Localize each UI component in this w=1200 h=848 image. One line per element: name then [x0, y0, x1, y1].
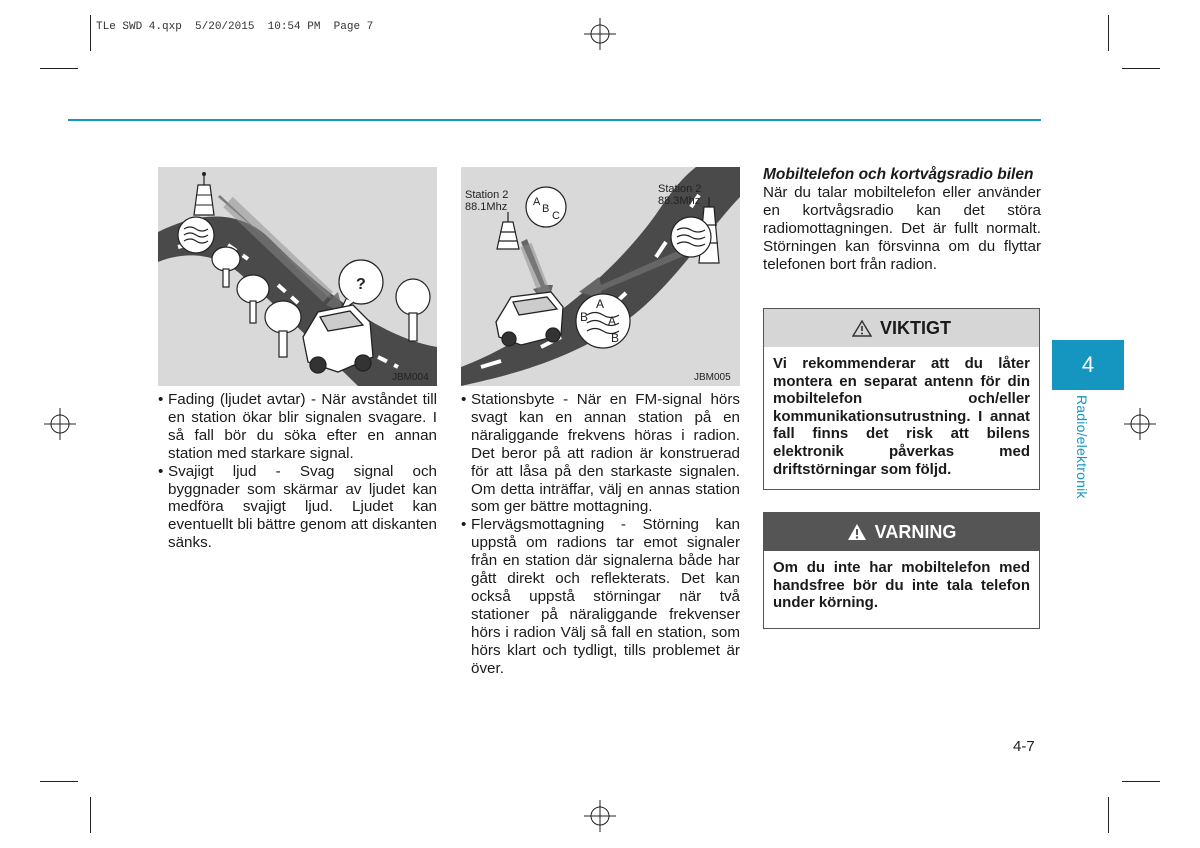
- figure-code: JBM004: [392, 372, 429, 383]
- car-icon: [496, 292, 563, 346]
- station-left-name: Station 2: [465, 189, 509, 201]
- svg-text:A: A: [608, 314, 617, 328]
- bullet-svajigt: • Svajigt ljud - Svag signal och byggnader som skärmar av ljudet kan medföra svajigt ljud. Ljudet kan eventuellt bli bättre genom att diskanten sänks.: [158, 462, 437, 552]
- bullet-fading: • Fading (ljudet avtar) - När avståndet till en station ökar blir signalen svagare. I så fall bör du söka efter en annan station med starkare signal.: [158, 391, 437, 462]
- fading-illustration: [158, 167, 437, 386]
- interference-bubble: [576, 294, 630, 348]
- viktigt-title: VIKTIGT: [880, 317, 951, 338]
- sound-wave-icon: [671, 217, 711, 257]
- varning-header: [764, 513, 1039, 551]
- bullet-flervagsmottagning: • Flervägsmottagning - Störning kan uppstå om radions tar emot signaler från en station där signalerna både har gått direkt och reflekterats. Det kan också uppstå störningar när två stationer på näraliggande frekvenser hörs i radion Välj så fall en station, som hörs klart och tydligt, tills problemet är över.: [461, 516, 740, 677]
- figure-fading: [158, 167, 437, 386]
- column-3: [763, 165, 1041, 274]
- column-2: [461, 391, 740, 678]
- print-header: TLe SWD 4.qxp 5/20/2015 10:54 PM Page 7: [96, 21, 374, 33]
- viktigt-header: [764, 309, 1039, 347]
- bullet-stationsbyte: • Stationsbyte - När en FM-signal hörs svagt kan en annan station på en näraliggande frekvens höras i radion. Det beror på att radion är konstruerad för att låsa på den starkaste signalen. Om detta inträffar, välj en annas station som ger bättre mottagning.: [461, 391, 740, 516]
- station-right-freq: 88.3Mhz: [658, 195, 701, 207]
- svg-text:A: A: [596, 297, 605, 311]
- abc-bubble: [526, 187, 566, 227]
- bullet-dot: •: [158, 391, 164, 408]
- varning-body: Om du inte har mobiltelefon med handsfree bör du inte tala telefon under körning.: [773, 559, 1030, 612]
- svg-text:A: A: [533, 196, 541, 208]
- warning-triangle-icon: [852, 319, 872, 337]
- registration-mark-top: [584, 18, 616, 50]
- bullet-dot: •: [461, 391, 467, 408]
- svg-text:B: B: [611, 331, 620, 345]
- warning-triangle-icon: [847, 523, 867, 541]
- chapter-label: Radio/elektronik: [1074, 395, 1090, 499]
- top-accent-rule: [68, 119, 1041, 121]
- figure-code: JBM005: [694, 372, 731, 383]
- section-paragraph: När du talar mobiltelefon eller använder en kortvågsradio kan det störa radiomottagningen. Det är fullt normalt. Störningen kan försvinna om du flyttar telefonen bort från radion.: [763, 184, 1041, 273]
- station-change-illustration: [461, 167, 740, 386]
- station-right-name: Station 2: [658, 183, 702, 195]
- column-1: [158, 391, 437, 552]
- svg-text:B: B: [542, 203, 550, 215]
- varning-notice: [763, 512, 1040, 629]
- figure-station-change: [461, 167, 740, 386]
- svg-text:C: C: [552, 210, 560, 222]
- question-bubble: [339, 260, 383, 312]
- question-mark: ?: [356, 276, 366, 293]
- registration-mark-right: [1124, 408, 1156, 440]
- sound-wave-icon: [178, 217, 214, 253]
- varning-title: VARNING: [874, 521, 957, 542]
- station-left-freq: 88.1Mhz: [465, 201, 508, 213]
- chapter-number-tab: 4: [1052, 340, 1124, 390]
- viktigt-notice: [763, 308, 1040, 490]
- section-heading: Mobiltelefon och kortvågsradio bilen: [763, 166, 1034, 183]
- radio-tower-left-icon: [497, 212, 519, 249]
- registration-mark-left: [44, 408, 76, 440]
- bullet-dot: •: [158, 462, 164, 480]
- bullet-dot: •: [461, 516, 467, 534]
- page-number: 4-7: [1013, 738, 1035, 755]
- radio-tower-icon: [194, 172, 214, 215]
- viktigt-body: Vi rekommenderar att du låter montera en separat antenn för din mobiltelefon och/eller kommunikationsutrustning. I annat fall finns det risk att bilens elektronik påverkas med driftstörningar som följd.: [773, 355, 1030, 478]
- svg-text:B: B: [580, 310, 589, 324]
- registration-mark-bottom: [584, 800, 616, 832]
